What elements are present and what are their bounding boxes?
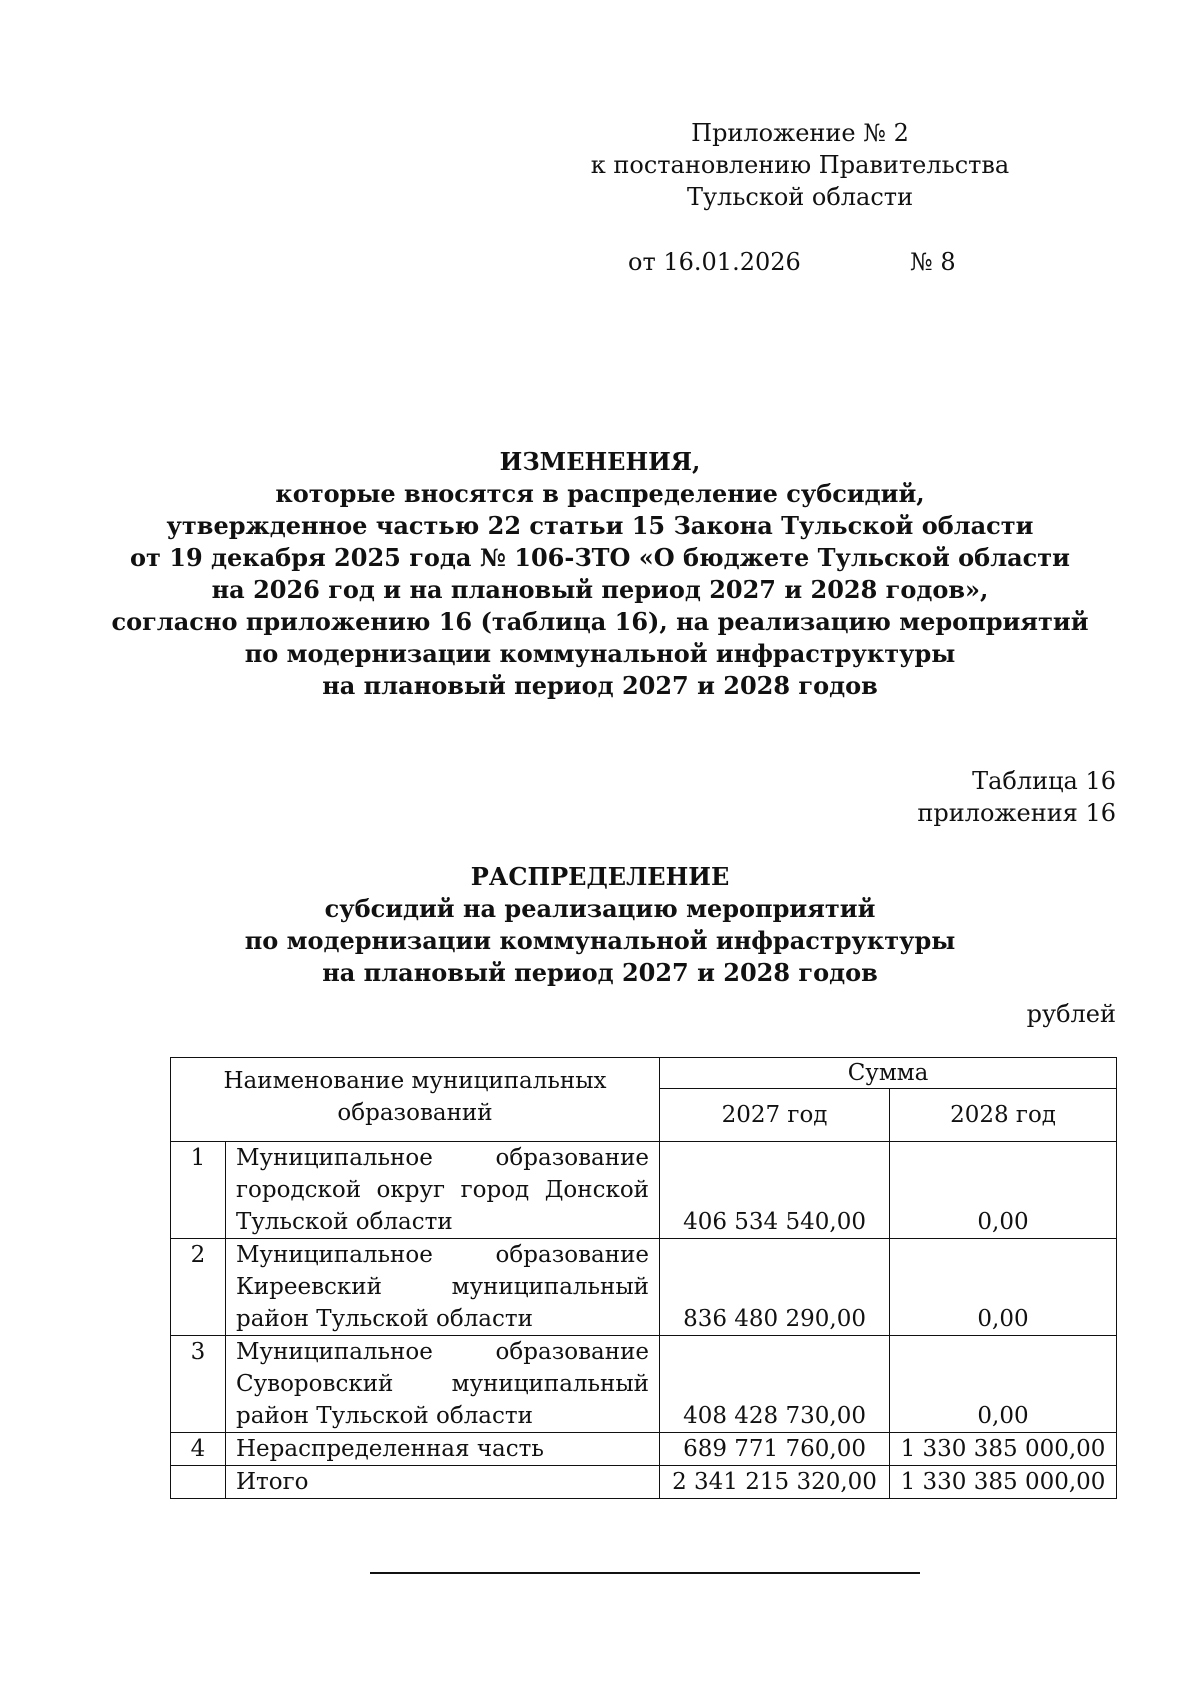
units-label: рублей	[1026, 1000, 1116, 1028]
table-row	[171, 1433, 1117, 1466]
table-row	[171, 1239, 1117, 1336]
row-name-line: район Тульской области	[236, 1306, 533, 1332]
table-row	[171, 1336, 1117, 1433]
row-name-line: Суворовский муниципальный	[236, 1371, 650, 1397]
row-value-2028: 0,00	[890, 1142, 1117, 1239]
total-value-2027: 2 341 215 320,00	[660, 1466, 890, 1499]
table-total-row	[171, 1466, 1117, 1499]
row-value-2028: 1 330 385 000,00	[890, 1433, 1117, 1466]
row-name-line: Муниципальное образование	[236, 1339, 650, 1365]
header-year-2028: 2028 год	[890, 1089, 1117, 1142]
header-year-2027: 2027 год	[660, 1089, 890, 1142]
row-value-2028: 0,00	[890, 1336, 1117, 1433]
row-name-line: Тульской области	[236, 1209, 453, 1235]
row-name-line: городской округ город Донской	[236, 1177, 650, 1203]
header-name-cell	[171, 1058, 660, 1142]
row-name	[226, 1142, 660, 1239]
row-name	[226, 1433, 660, 1466]
header-resolution-reference: к постановлению Правительства	[590, 151, 1010, 179]
closing-rule	[370, 1572, 920, 1574]
title-line: согласно приложению 16 (таблица 16), на реализацию мероприятий	[111, 607, 1089, 636]
table-header-row	[171, 1058, 1117, 1089]
row-number: 2	[171, 1239, 226, 1336]
header-name-line: Наименование муниципальных	[223, 1067, 607, 1094]
title-line: от 19 декабря 2025 года № 106-ЗТО «О бюджете Тульской области	[130, 543, 1070, 572]
header-date: от 16.01.2026	[628, 248, 801, 276]
row-name	[226, 1239, 660, 1336]
title-line: на плановый период 2027 и 2028 годов	[322, 671, 878, 700]
total-label: Итого	[226, 1466, 660, 1499]
row-value-2027: 406 534 540,00	[660, 1142, 890, 1239]
row-value-2028: 0,00	[890, 1239, 1117, 1336]
row-name-line: Муниципальное образование	[236, 1242, 650, 1268]
row-value-2027: 689 771 760,00	[660, 1433, 890, 1466]
distribution-title-line: по модернизации коммунальной инфраструктуры	[244, 926, 956, 955]
title-line: на 2026 год и на плановый период 2027 и 2028 годов»,	[211, 575, 989, 604]
header-region: Тульской области	[686, 183, 914, 211]
row-name-line: Муниципальное образование	[236, 1145, 650, 1171]
row-value-2027: 836 480 290,00	[660, 1239, 890, 1336]
title-line: по модернизации коммунальной инфраструктуры	[244, 639, 956, 668]
header-name-line: образований	[337, 1099, 493, 1126]
distribution-title-line: на плановый период 2027 и 2028 годов	[322, 958, 878, 987]
row-value-2027: 408 428 730,00	[660, 1336, 890, 1433]
row-name-line: Нераспределенная часть	[236, 1436, 544, 1462]
row-number: 3	[171, 1336, 226, 1433]
header-doc-number: № 8	[910, 248, 956, 276]
total-number	[171, 1466, 226, 1499]
distribution-table	[170, 1057, 1117, 1499]
header-sum-cell: Сумма	[660, 1058, 1117, 1089]
header-appendix-number: Приложение № 2	[691, 119, 909, 147]
row-number: 1	[171, 1142, 226, 1239]
row-number: 4	[171, 1433, 226, 1466]
title-line: которые вносятся в распределение субсидий,	[275, 479, 925, 508]
distribution-title-line: РАСПРЕДЕЛЕНИЕ	[470, 862, 730, 891]
distribution-title-line: субсидий на реализацию мероприятий	[324, 894, 876, 923]
total-value-2028: 1 330 385 000,00	[890, 1466, 1117, 1499]
table-row	[171, 1142, 1117, 1239]
table-caption-appendix: приложения 16	[917, 799, 1116, 827]
row-name	[226, 1336, 660, 1433]
table-caption-number: Таблица 16	[972, 767, 1116, 795]
row-name-line: район Тульской области	[236, 1403, 533, 1429]
row-name-line: Киреевский муниципальный	[236, 1274, 650, 1300]
title-line: утвержденное частью 22 статьи 15 Закона Тульской области	[166, 511, 1034, 540]
title-line: ИЗМЕНЕНИЯ,	[499, 447, 701, 476]
